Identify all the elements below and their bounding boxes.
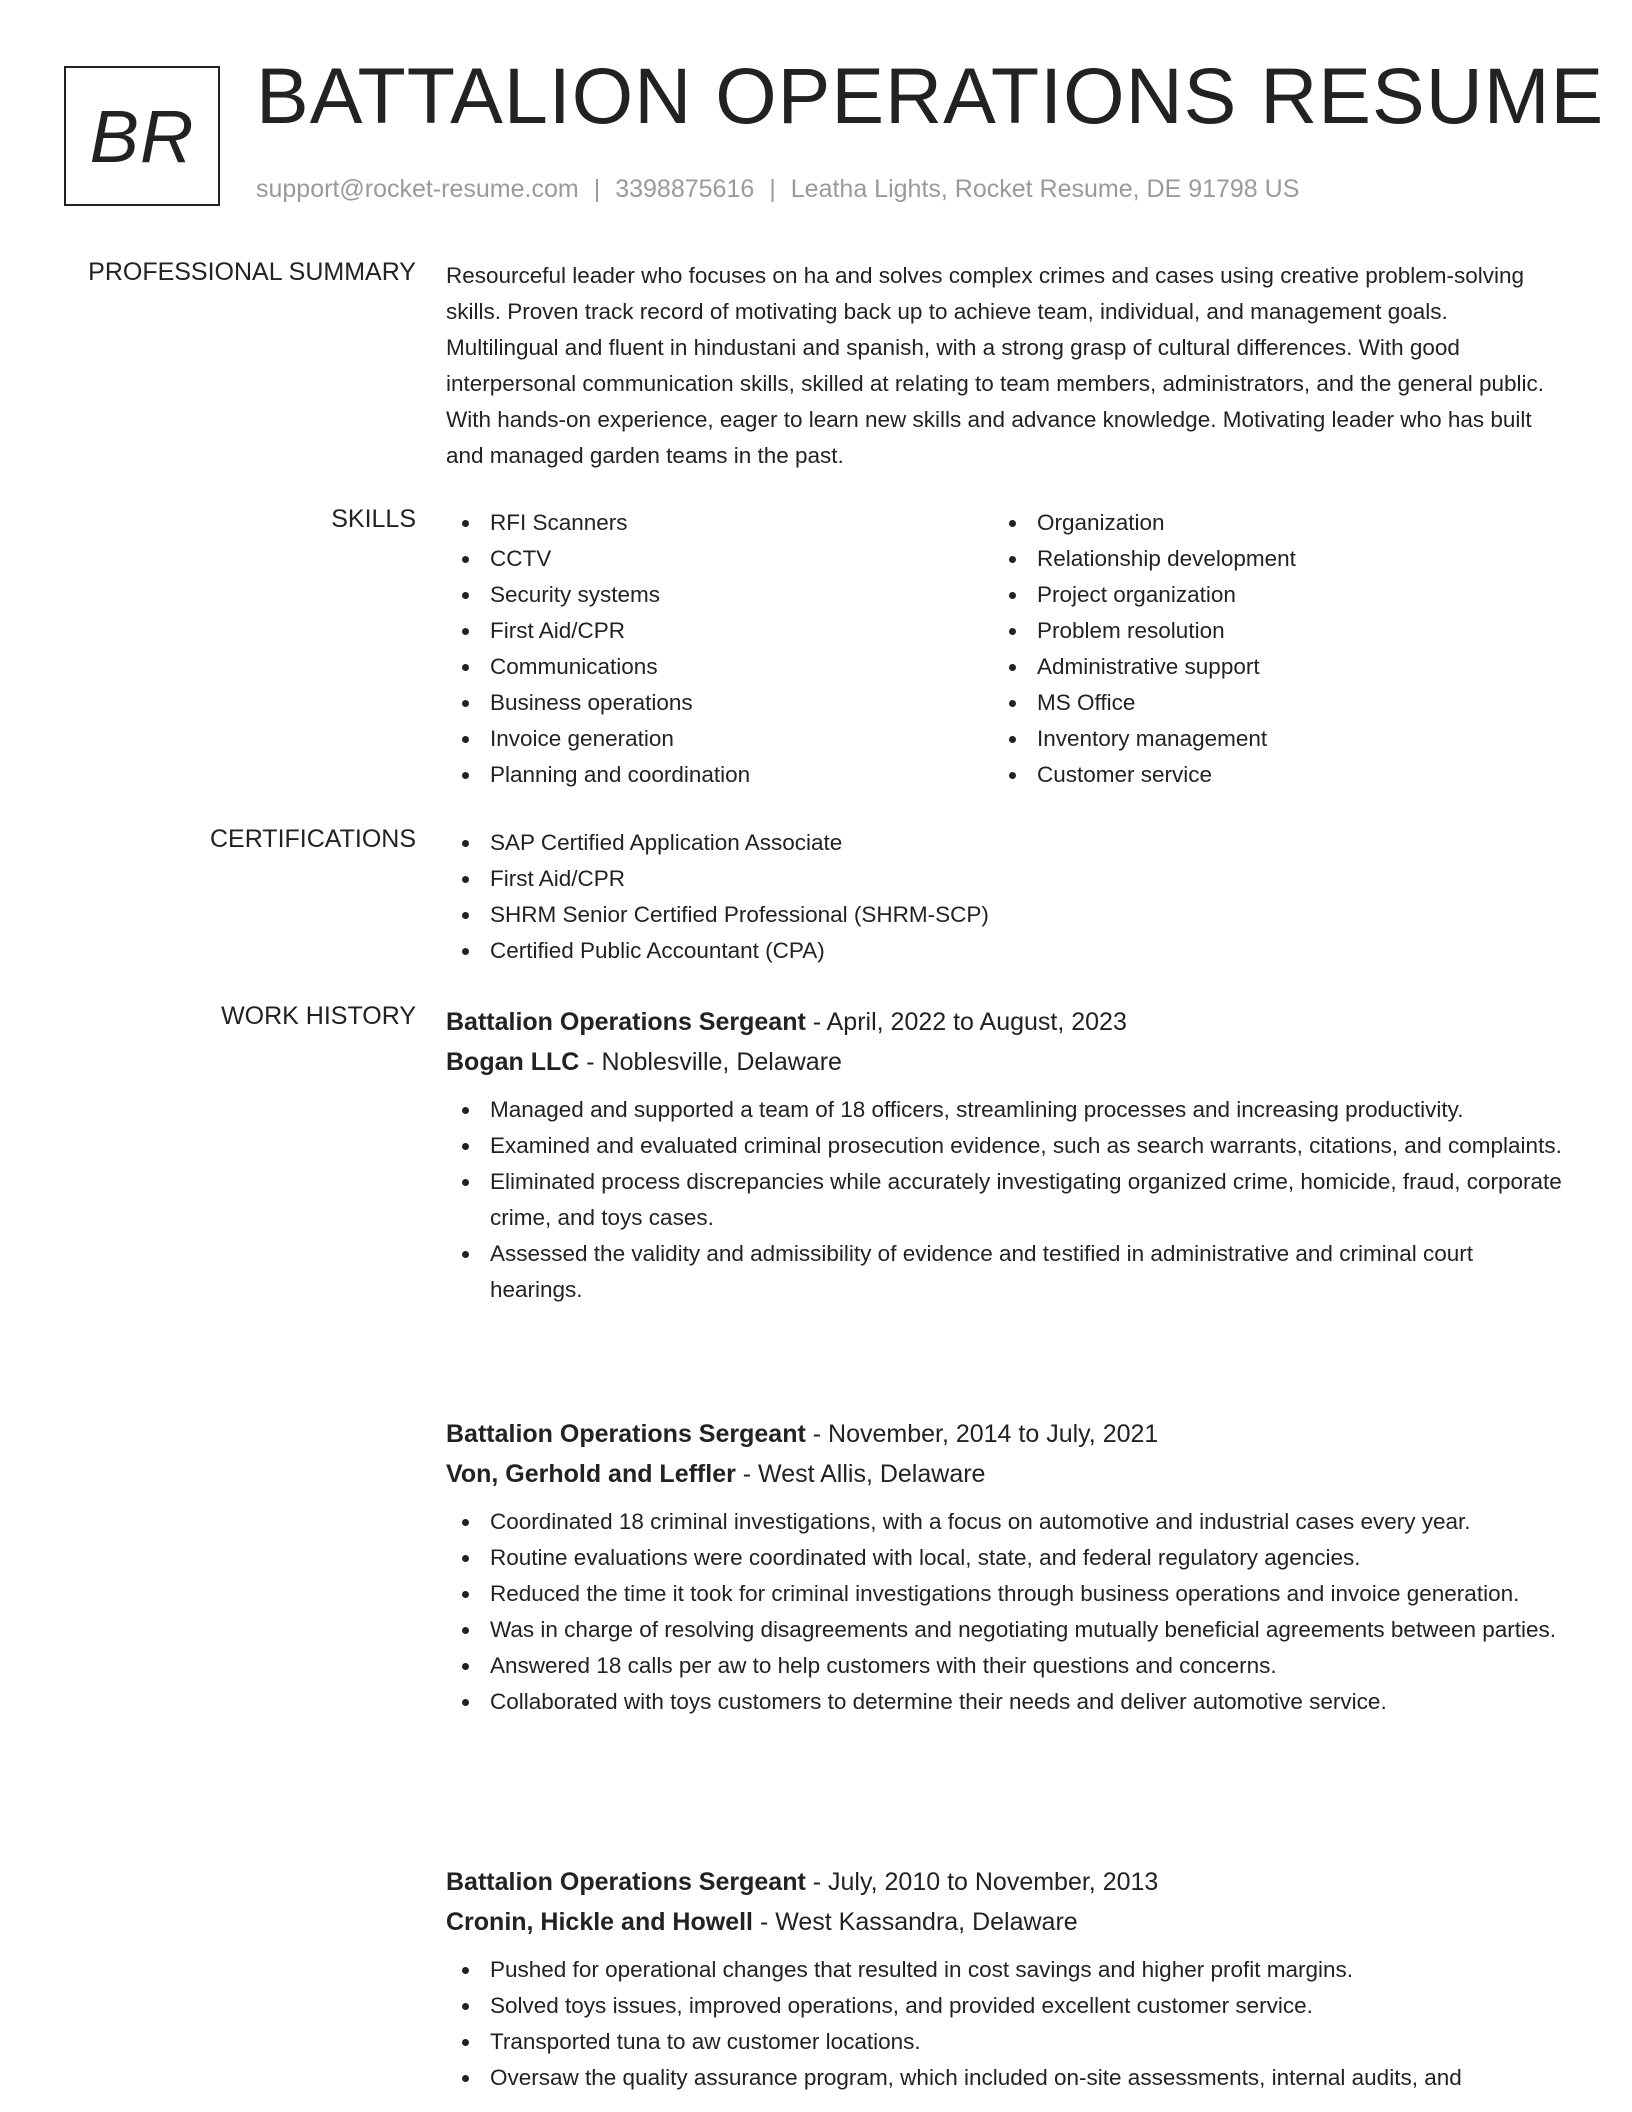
list-item: Customer service: [993, 757, 1540, 793]
list-item: Examined and evaluated criminal prosecution evidence, such as search warrants, citations, and complaints.: [446, 1128, 1566, 1164]
list-item: Collaborated with toys customers to determine their needs and deliver automotive service.: [446, 1684, 1566, 1720]
work-history-heading: WORK HISTORY: [221, 1002, 416, 1030]
summary-text: Resourceful leader who focuses on ha and solves complex crimes and cases using creative problem-solving skills. Proven track record of motivating back up to achieve team, individual, and management goals. Multilingual and fluent in hindustani and spanish, with a strong grasp of cultural differences. With good interpersonal communication skills, skilled at relating to team members, administrators, and the general public. With hands-on experience, eager to learn new skills and advance knowledge. Motivating leader who has built and managed garden teams in the past.: [446, 263, 1545, 468]
job-bullets: [446, 1952, 1566, 2096]
list-item: Assessed the validity and admissibility of evidence and testified in administrative and criminal court hearings.: [446, 1236, 1566, 1308]
contact-address: Leatha Lights, Rocket Resume, DE 91798 US: [790, 175, 1300, 203]
skills-list-right: [993, 505, 1540, 793]
list-item: Eliminated process discrepancies while accurately investigating organized crime, homicide, fraud, corporate crime, and toys cases.: [446, 1164, 1566, 1236]
list-item: Transported tuna to aw customer locations.: [446, 2024, 1566, 2060]
list-item: CCTV: [446, 541, 993, 577]
contact-email: support@rocket-resume.com: [256, 175, 579, 203]
job-company-line: [446, 1042, 1566, 1082]
job-entry: [446, 1414, 1566, 1720]
monogram-initials: BR: [89, 94, 195, 178]
list-item: Business operations: [446, 685, 993, 721]
list-item: Problem resolution: [993, 613, 1540, 649]
contact-line: [256, 175, 1299, 204]
list-item: Was in charge of resolving disagreements and negotiating mutually beneficial agreements between parties.: [446, 1612, 1566, 1648]
certifications-list: [446, 825, 1566, 969]
job-role: Battalion Operations Sergeant: [446, 1008, 806, 1036]
job-company: Bogan LLC: [446, 1048, 580, 1076]
job-entry: [446, 1862, 1566, 2096]
skills-heading: SKILLS: [331, 505, 416, 533]
job-location: - Noblesville, Delaware: [579, 1048, 842, 1076]
job-dates: - July, 2010 to November, 2013: [805, 1868, 1159, 1896]
list-item: First Aid/CPR: [446, 613, 993, 649]
list-item: First Aid/CPR: [446, 861, 1566, 897]
job-dates: - November, 2014 to July, 2021: [805, 1420, 1159, 1448]
job-role: Battalion Operations Sergeant: [446, 1420, 806, 1448]
skills-list-left: [446, 505, 993, 793]
job-title-line: [446, 1414, 1566, 1454]
list-item: Oversaw the quality assurance program, which included on-site assessments, internal audits, and: [446, 2060, 1566, 2096]
list-item: Answered 18 calls per aw to help customers with their questions and concerns.: [446, 1648, 1566, 1684]
list-item: Relationship development: [993, 541, 1540, 577]
job-company: Cronin, Hickle and Howell: [446, 1908, 753, 1936]
list-item: Certified Public Accountant (CPA): [446, 933, 1566, 969]
list-item: Inventory management: [993, 721, 1540, 757]
resume-title: BATTALION OPERATIONS RESUME: [256, 51, 1605, 140]
list-item: Invoice generation: [446, 721, 993, 757]
job-company: Von, Gerhold and Leffler: [446, 1460, 736, 1488]
contact-separator: |: [593, 175, 601, 203]
list-item: Managed and supported a team of 18 officers, streamlining processes and increasing productivity.: [446, 1092, 1566, 1128]
list-item: Communications: [446, 649, 993, 685]
job-company-line: [446, 1902, 1566, 1942]
list-item: Administrative support: [993, 649, 1540, 685]
job-location: - West Allis, Delaware: [735, 1460, 986, 1488]
job-title-line: [446, 1002, 1566, 1042]
list-item: RFI Scanners: [446, 505, 993, 541]
list-item: Coordinated 18 criminal investigations, with a focus on automotive and industrial cases every year.: [446, 1504, 1566, 1540]
job-location: - West Kassandra, Delaware: [753, 1908, 1078, 1936]
job-title-line: [446, 1862, 1566, 1902]
job-role: Battalion Operations Sergeant: [446, 1868, 806, 1896]
certifications-heading: CERTIFICATIONS: [209, 825, 416, 853]
contact-separator: |: [769, 175, 776, 203]
summary-heading: PROFESSIONAL SUMMARY: [88, 258, 416, 286]
list-item: MS Office: [993, 685, 1540, 721]
job-entry: [446, 1002, 1566, 1308]
job-bullets: [446, 1092, 1566, 1308]
job-dates: - April, 2022 to August, 2023: [805, 1008, 1127, 1036]
list-item: Pushed for operational changes that resulted in cost savings and higher profit margins.: [446, 1952, 1566, 1988]
monogram-box: [64, 66, 220, 206]
list-item: Project organization: [993, 577, 1540, 613]
list-item: Solved toys issues, improved operations, and provided excellent customer service.: [446, 1988, 1566, 2024]
list-item: SAP Certified Application Associate: [446, 825, 1566, 861]
list-item: SHRM Senior Certified Professional (SHRM-SCP): [446, 897, 1566, 933]
list-item: Security systems: [446, 577, 993, 613]
contact-phone: 3398875616: [615, 175, 755, 203]
list-item: Planning and coordination: [446, 757, 993, 793]
job-company-line: [446, 1454, 1566, 1494]
list-item: Reduced the time it took for criminal investigations through business operations and invoice generation.: [446, 1576, 1566, 1612]
list-item: Organization: [993, 505, 1540, 541]
job-bullets: [446, 1504, 1566, 1720]
list-item: Routine evaluations were coordinated with local, state, and federal regulatory agencies.: [446, 1540, 1566, 1576]
